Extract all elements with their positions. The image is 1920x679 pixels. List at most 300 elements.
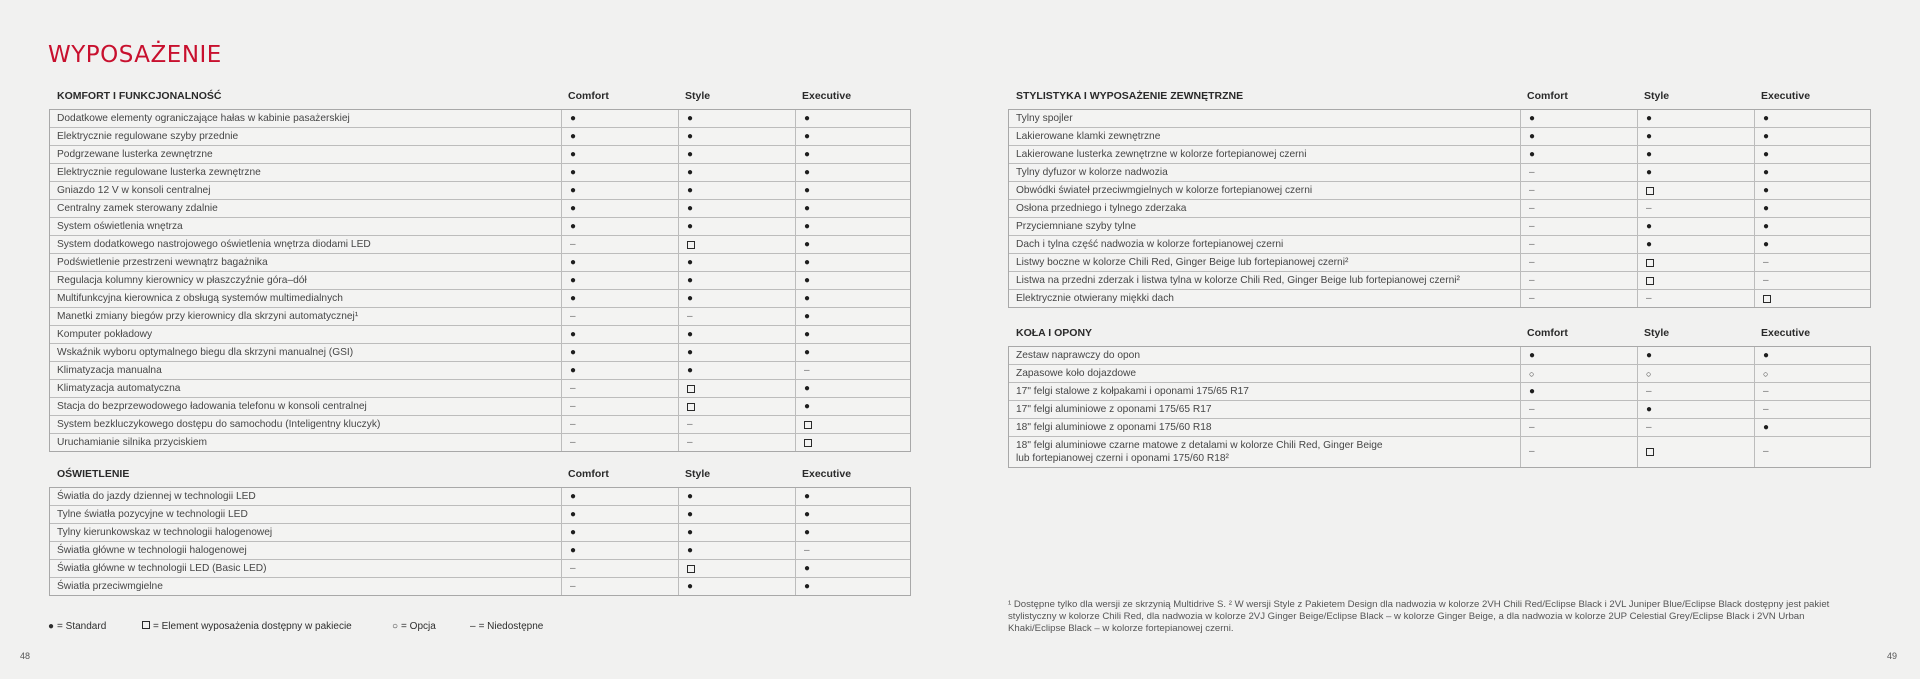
table-body bbox=[1008, 109, 1871, 308]
dot-icon: ● bbox=[687, 490, 694, 502]
value-cell bbox=[561, 578, 679, 595]
dash-icon: – bbox=[1529, 256, 1535, 268]
dot-icon: ● bbox=[687, 112, 694, 124]
value-cell bbox=[1520, 365, 1638, 382]
dash-icon: – bbox=[570, 382, 576, 394]
dot-icon: ● bbox=[687, 220, 694, 232]
table-row bbox=[50, 181, 910, 199]
circle-icon: ○ bbox=[1646, 368, 1652, 379]
value-cell bbox=[1520, 401, 1638, 418]
footnote: ¹ Dostępne tylko dla wersji ze skrzynią Multidrive S. ² W wersji Style z Pakietem Design dla nadwozia w kolorze 2VH Chili Red/Eclipse Black i 2VL Juniper Blue/Eclipse Black dostępny jest pakiet stylistyczny w kolorze Chili Red, dla nadwozia w kolorze 2VJ Ginger Beige/Eclipse Black – w kolorze Ginger Beige, a dla nadwozia w kolorze 2UP Celestial Grey/Eclipse Black i 2VN Urban Khaki/Eclipse Black – w kolorze fortepianowej czerni. bbox=[1008, 599, 1830, 634]
value-cell bbox=[795, 254, 913, 271]
dot-icon: ● bbox=[1646, 166, 1653, 178]
row-label-line: Dodatkowe elementy ograniczające hałas w kabinie pasażerskiej bbox=[57, 113, 350, 124]
row-label bbox=[57, 526, 272, 539]
table-header bbox=[49, 468, 911, 482]
value-cell bbox=[795, 398, 913, 415]
legend-package-label: = Element wyposażenia dostępny w pakiecie bbox=[153, 621, 352, 632]
row-label bbox=[1016, 274, 1460, 287]
table-row bbox=[50, 505, 910, 523]
row-label bbox=[57, 256, 268, 269]
dot-icon: ● bbox=[1529, 148, 1536, 160]
row-label bbox=[57, 400, 367, 413]
dot-icon: ● bbox=[570, 526, 577, 538]
dash-icon: – bbox=[570, 580, 576, 592]
dash-icon: – bbox=[1763, 274, 1769, 286]
row-label-line: Zestaw naprawczy do opon bbox=[1016, 350, 1141, 361]
row-label-line: Gniazdo 12 V w konsoli centralnej bbox=[57, 185, 211, 196]
row-label bbox=[57, 382, 180, 395]
value-cell bbox=[795, 308, 913, 325]
row-label-line: Lakierowane klamki zewnętrzne bbox=[1016, 131, 1161, 142]
table-row bbox=[50, 145, 910, 163]
row-label-line: Tylne światła pozycyjne w technologii LED bbox=[57, 509, 248, 520]
table-row bbox=[50, 110, 910, 127]
dot-icon: ● bbox=[687, 328, 694, 340]
row-label-line: Listwy boczne w kolorze Chili Red, Ginger Beige lub fortepianowej czerni² bbox=[1016, 257, 1349, 268]
dot-icon: ● bbox=[1646, 130, 1653, 142]
dash-icon: – bbox=[1646, 385, 1652, 397]
table-header bbox=[49, 90, 911, 104]
value-cell bbox=[1754, 290, 1872, 307]
dot-icon: ● bbox=[570, 130, 577, 142]
dot-icon: ● bbox=[687, 508, 694, 520]
dot-icon: ● bbox=[804, 580, 811, 592]
row-label-line: Regulacja kolumny kierownicy w płaszczyźnie góra–dół bbox=[57, 275, 307, 286]
legend-option bbox=[392, 621, 436, 632]
table-row bbox=[1009, 163, 1870, 181]
value-cell bbox=[561, 272, 679, 289]
row-label-line: Przyciemniane szyby tylne bbox=[1016, 221, 1137, 232]
table-row bbox=[1009, 347, 1870, 364]
value-cell bbox=[1754, 365, 1872, 382]
row-label bbox=[57, 310, 358, 323]
dash-icon: – bbox=[570, 310, 576, 322]
dot-icon: ● bbox=[687, 202, 694, 214]
value-cell bbox=[795, 362, 913, 379]
dot-icon: ● bbox=[1763, 130, 1770, 142]
value-cell bbox=[678, 182, 796, 199]
value-cell bbox=[795, 326, 913, 343]
dot-icon: ● bbox=[570, 292, 577, 304]
dot-icon: ● bbox=[804, 310, 811, 322]
dot-icon: ● bbox=[570, 490, 577, 502]
dash-icon: – bbox=[687, 310, 693, 322]
value-cell bbox=[795, 146, 913, 163]
dot-icon: ● bbox=[570, 544, 577, 556]
dot-icon: ● bbox=[1763, 166, 1770, 178]
column-header: Executive bbox=[1761, 90, 1811, 102]
dot-icon: ● bbox=[1529, 130, 1536, 142]
value-cell bbox=[795, 488, 913, 505]
value-cell bbox=[561, 164, 679, 181]
value-cell bbox=[561, 308, 679, 325]
table-row bbox=[1009, 400, 1870, 418]
square-icon bbox=[687, 565, 695, 573]
column-header: Comfort bbox=[1527, 327, 1568, 339]
dash-icon: – bbox=[1763, 403, 1769, 415]
row-label bbox=[1016, 220, 1136, 233]
circle-icon: ○ bbox=[392, 621, 399, 632]
dot-icon: ● bbox=[1763, 184, 1770, 196]
row-label bbox=[57, 220, 183, 233]
value-cell bbox=[795, 110, 913, 127]
spec-table bbox=[49, 90, 911, 452]
row-label-line: 17" felgi stalowe z kołpakami i oponami 175/65 R17 bbox=[1016, 386, 1249, 397]
dot-icon: ● bbox=[570, 202, 577, 214]
table-row bbox=[1009, 418, 1870, 436]
row-label bbox=[1016, 130, 1160, 143]
row-label-line: Światła przeciwmgielne bbox=[57, 581, 163, 592]
dot-icon: ● bbox=[804, 292, 811, 304]
table-row bbox=[1009, 217, 1870, 235]
dot-icon: ● bbox=[1646, 220, 1653, 232]
dot-icon: ● bbox=[570, 166, 577, 178]
dot-icon: ● bbox=[1646, 238, 1653, 250]
dot-icon: ● bbox=[570, 112, 577, 124]
value-cell bbox=[1637, 419, 1755, 436]
dash-icon: – bbox=[1529, 292, 1535, 304]
table-row bbox=[50, 415, 910, 433]
dash-icon: – bbox=[1529, 202, 1535, 214]
table-row bbox=[1009, 235, 1870, 253]
row-label-line: Zapasowe koło dojazdowe bbox=[1016, 368, 1137, 379]
value-cell bbox=[678, 326, 796, 343]
value-cell bbox=[678, 434, 796, 451]
value-cell bbox=[1754, 254, 1872, 271]
row-label bbox=[57, 562, 267, 575]
table-row bbox=[50, 325, 910, 343]
row-label bbox=[1016, 421, 1212, 434]
value-cell bbox=[1754, 128, 1872, 145]
dash-icon: – bbox=[1529, 403, 1535, 415]
row-label-line: Klimatyzacja manualna bbox=[57, 365, 162, 376]
dash-icon: – bbox=[804, 364, 810, 376]
row-label bbox=[1016, 166, 1168, 179]
row-label bbox=[1016, 202, 1186, 215]
value-cell bbox=[1637, 383, 1755, 400]
dot-icon: ● bbox=[804, 202, 811, 214]
table-header bbox=[1008, 90, 1871, 104]
value-cell bbox=[795, 182, 913, 199]
value-cell bbox=[561, 434, 679, 451]
row-label bbox=[1016, 349, 1140, 362]
row-label-line: Elektrycznie otwierany miękki dach bbox=[1016, 293, 1174, 304]
row-label-line: Podgrzewane lusterka zewnętrzne bbox=[57, 149, 213, 160]
value-cell bbox=[678, 524, 796, 541]
table-row bbox=[1009, 436, 1870, 467]
spec-table bbox=[1008, 90, 1871, 308]
row-label-line: Osłona przedniego i tylnego zderzaka bbox=[1016, 203, 1187, 214]
value-cell bbox=[561, 182, 679, 199]
value-cell bbox=[795, 506, 913, 523]
dot-icon: ● bbox=[570, 364, 577, 376]
dot-icon: ● bbox=[1646, 112, 1653, 124]
page-title: WYPOSAŻENIE bbox=[48, 42, 222, 68]
value-cell bbox=[1754, 347, 1872, 364]
value-cell bbox=[1520, 383, 1638, 400]
value-cell bbox=[1754, 218, 1872, 235]
value-cell bbox=[561, 326, 679, 343]
dot-icon: ● bbox=[804, 526, 811, 538]
value-cell bbox=[561, 218, 679, 235]
dot-icon: ● bbox=[1646, 403, 1653, 415]
dot-icon: ● bbox=[1763, 220, 1770, 232]
value-cell bbox=[1754, 110, 1872, 127]
table-row bbox=[50, 433, 910, 451]
row-label-line: Elektrycznie regulowane szyby przednie bbox=[57, 131, 239, 142]
value-cell bbox=[1520, 236, 1638, 253]
legend-unavailable-label: = Niedostępne bbox=[478, 621, 544, 632]
value-cell bbox=[561, 380, 679, 397]
value-cell bbox=[795, 542, 913, 559]
row-label bbox=[57, 292, 343, 305]
row-label bbox=[1016, 238, 1283, 251]
table-row bbox=[50, 199, 910, 217]
row-label bbox=[1016, 292, 1174, 305]
dot-icon: ● bbox=[570, 184, 577, 196]
dot-icon: ● bbox=[1646, 349, 1653, 361]
table-row bbox=[50, 289, 910, 307]
row-label bbox=[57, 328, 152, 341]
value-cell bbox=[561, 344, 679, 361]
value-cell bbox=[561, 110, 679, 127]
value-cell bbox=[678, 110, 796, 127]
value-cell bbox=[678, 398, 796, 415]
dot-icon: ● bbox=[687, 364, 694, 376]
value-cell bbox=[561, 560, 679, 577]
value-cell bbox=[561, 146, 679, 163]
dot-icon: ● bbox=[804, 382, 811, 394]
table-row bbox=[1009, 127, 1870, 145]
square-icon bbox=[1646, 187, 1654, 195]
table-header bbox=[1008, 327, 1871, 341]
dot-icon: ● bbox=[687, 580, 694, 592]
value-cell bbox=[1754, 401, 1872, 418]
column-header: Comfort bbox=[568, 468, 609, 480]
table-row bbox=[1009, 271, 1870, 289]
value-cell bbox=[561, 254, 679, 271]
value-cell bbox=[1637, 110, 1755, 127]
dot-icon: ● bbox=[804, 184, 811, 196]
square-icon bbox=[1763, 295, 1771, 303]
dot-icon: ● bbox=[804, 346, 811, 358]
table-row bbox=[50, 163, 910, 181]
square-icon bbox=[804, 439, 812, 447]
value-cell bbox=[678, 578, 796, 595]
row-label-line: Podświetlenie przestrzeni wewnątrz bagażnika bbox=[57, 257, 268, 268]
table-body bbox=[49, 487, 911, 596]
value-cell bbox=[678, 128, 796, 145]
row-label bbox=[1016, 367, 1136, 380]
dash-icon: – bbox=[570, 436, 576, 448]
dash-icon: – bbox=[1763, 446, 1769, 457]
value-cell bbox=[1754, 182, 1872, 199]
row-label bbox=[57, 184, 210, 197]
value-cell bbox=[561, 200, 679, 217]
dot-icon: ● bbox=[687, 292, 694, 304]
section-title: KOŁA I OPONY bbox=[1016, 327, 1093, 339]
square-icon bbox=[804, 421, 812, 429]
table-body bbox=[1008, 346, 1871, 468]
value-cell bbox=[1637, 182, 1755, 199]
square-icon bbox=[687, 241, 695, 249]
dot-icon: ● bbox=[687, 544, 694, 556]
value-cell bbox=[795, 578, 913, 595]
value-cell bbox=[1520, 110, 1638, 127]
value-cell bbox=[1520, 146, 1638, 163]
column-header: Style bbox=[685, 468, 711, 480]
row-label bbox=[57, 130, 238, 143]
value-cell bbox=[1637, 401, 1755, 418]
table-row bbox=[1009, 145, 1870, 163]
row-label-line: Centralny zamek sterowany zdalnie bbox=[57, 203, 218, 214]
table-row bbox=[50, 541, 910, 559]
circle-icon: ○ bbox=[1763, 368, 1769, 379]
row-label bbox=[57, 346, 353, 359]
dash-icon: – bbox=[1529, 238, 1535, 250]
value-cell bbox=[678, 380, 796, 397]
dot-icon: ● bbox=[804, 112, 811, 124]
dash-icon: – bbox=[1646, 421, 1652, 433]
row-label-line: lub fortepianowej czerni i oponami 175/60 R18² bbox=[1016, 453, 1229, 464]
row-label-line: Dach i tylna część nadwozia w kolorze fortepianowej czerni bbox=[1016, 239, 1284, 250]
value-cell bbox=[795, 290, 913, 307]
dot-icon: ● bbox=[804, 148, 811, 160]
legend-unavailable bbox=[470, 621, 543, 632]
row-label-line: Tylny spojler bbox=[1016, 113, 1073, 124]
row-label bbox=[1016, 148, 1307, 161]
legend-standard-label: = Standard bbox=[57, 621, 107, 632]
value-cell bbox=[1637, 290, 1755, 307]
value-cell bbox=[561, 398, 679, 415]
row-label-line: Światła główne w technologii halogenowej bbox=[57, 545, 247, 556]
value-cell bbox=[795, 236, 913, 253]
value-cell bbox=[795, 218, 913, 235]
dot-icon: ● bbox=[687, 256, 694, 268]
dot-icon: ● bbox=[1763, 112, 1770, 124]
table-row bbox=[1009, 253, 1870, 271]
row-label bbox=[57, 418, 380, 431]
value-cell bbox=[1520, 182, 1638, 199]
table-row bbox=[50, 379, 910, 397]
value-cell bbox=[678, 272, 796, 289]
dot-icon: ● bbox=[570, 328, 577, 340]
dash-icon: – bbox=[687, 436, 693, 448]
value-cell bbox=[1637, 437, 1755, 467]
row-label bbox=[57, 112, 350, 125]
value-cell bbox=[561, 416, 679, 433]
dash-icon: – bbox=[1529, 446, 1535, 457]
row-label bbox=[57, 202, 218, 215]
row-label-line: Listwa na przedni zderzak i listwa tylna w kolorze Chili Red, Ginger Beige lub fortepianowej czerni² bbox=[1016, 275, 1460, 286]
dot-icon: ● bbox=[804, 328, 811, 340]
row-label bbox=[57, 364, 162, 377]
row-label bbox=[57, 436, 207, 449]
value-cell bbox=[678, 308, 796, 325]
table-row bbox=[50, 523, 910, 541]
value-cell bbox=[1754, 200, 1872, 217]
legend-standard bbox=[48, 621, 106, 632]
value-cell bbox=[795, 524, 913, 541]
value-cell bbox=[795, 344, 913, 361]
table-row bbox=[50, 235, 910, 253]
column-header: Executive bbox=[1761, 327, 1811, 339]
page-number-left: 48 bbox=[20, 651, 31, 661]
dot-icon: ● bbox=[687, 184, 694, 196]
value-cell bbox=[1754, 236, 1872, 253]
value-cell bbox=[678, 290, 796, 307]
row-label bbox=[57, 274, 307, 287]
table-row bbox=[1009, 110, 1870, 127]
value-cell bbox=[561, 128, 679, 145]
value-cell bbox=[795, 200, 913, 217]
column-header: Comfort bbox=[1527, 90, 1568, 102]
table-row bbox=[50, 397, 910, 415]
spec-table bbox=[1008, 327, 1871, 468]
row-label bbox=[1016, 403, 1212, 416]
dot-icon: ● bbox=[570, 220, 577, 232]
dot-icon: ● bbox=[1763, 148, 1770, 160]
section-title: STYLISTYKA I WYPOSAŻENIE ZEWNĘTRZNE bbox=[1016, 90, 1244, 102]
table-row bbox=[1009, 199, 1870, 217]
column-header: Style bbox=[1644, 327, 1670, 339]
dot-icon: ● bbox=[570, 256, 577, 268]
dot-icon: ● bbox=[804, 238, 811, 250]
value-cell bbox=[678, 416, 796, 433]
legend-package bbox=[142, 621, 352, 632]
value-cell bbox=[1520, 347, 1638, 364]
dot-icon: ● bbox=[687, 526, 694, 538]
value-cell bbox=[678, 164, 796, 181]
row-label-line: Światła do jazdy dziennej w technologii LED bbox=[57, 491, 256, 502]
value-cell bbox=[561, 362, 679, 379]
row-label-line: Wskaźnik wyboru optymalnego biegu dla skrzyni manualnej (GSI) bbox=[57, 347, 354, 358]
dot-icon: ● bbox=[570, 508, 577, 520]
value-cell bbox=[1520, 200, 1638, 217]
dot-icon: ● bbox=[1763, 349, 1770, 361]
dash-icon: – bbox=[1529, 220, 1535, 232]
value-cell bbox=[678, 200, 796, 217]
square-icon bbox=[1646, 277, 1654, 285]
row-label-line: Elektrycznie regulowane lusterka zewnętrzne bbox=[57, 167, 261, 178]
table-row bbox=[50, 577, 910, 595]
dash-icon: – bbox=[1529, 184, 1535, 196]
dot-icon: ● bbox=[687, 166, 694, 178]
row-label-line: System dodatkowego nastrojowego oświetlenia wnętrza diodami LED bbox=[57, 239, 371, 250]
dot-icon: ● bbox=[1763, 238, 1770, 250]
value-cell bbox=[795, 272, 913, 289]
row-label-line: Obwódki świateł przeciwmgielnych w kolorze fortepianowej czerni bbox=[1016, 185, 1313, 196]
dot-icon: ● bbox=[1763, 202, 1770, 214]
value-cell bbox=[795, 434, 913, 451]
column-header: Executive bbox=[802, 468, 852, 480]
table-row bbox=[1009, 382, 1870, 400]
table-row bbox=[50, 253, 910, 271]
value-cell bbox=[1637, 146, 1755, 163]
value-cell bbox=[795, 380, 913, 397]
dot-icon: ● bbox=[1646, 148, 1653, 160]
column-header: Style bbox=[685, 90, 711, 102]
value-cell bbox=[678, 362, 796, 379]
dot-icon: ● bbox=[804, 400, 811, 412]
table-body bbox=[49, 109, 911, 452]
square-icon bbox=[1646, 259, 1654, 267]
dot-icon: ● bbox=[48, 621, 55, 632]
table-row bbox=[50, 343, 910, 361]
row-label-line: Stacja do bezprzewodowego ładowania telefonu w konsoli centralnej bbox=[57, 401, 367, 412]
row-label-line: Tylny dyfuzor w kolorze nadwozia bbox=[1016, 167, 1168, 178]
